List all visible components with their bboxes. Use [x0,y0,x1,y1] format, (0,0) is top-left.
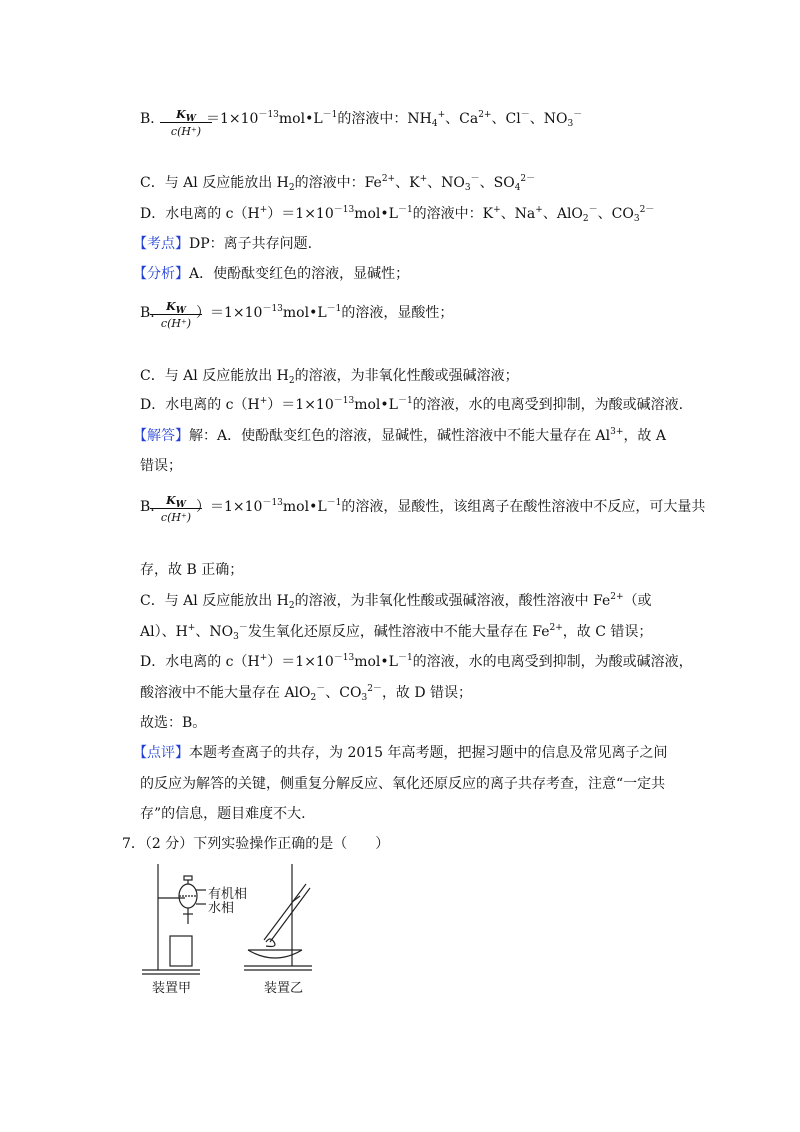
dianping-2: 的反应为解答的关键，侧重复分解反应、氧化还原反应的离子共存考查，注意“一定共 [140,776,666,792]
kw-fraction-3: $\frac{K_W}{c(H^+)}$ [150,494,202,524]
jieda-d2: 酸溶液中不能大量存在 AlO$_2$－、$CO_3^{2-}$，故 D 错误； [140,684,473,703]
option-c: C．与 Al 反应能放出 $H_2$的溶液中：$Fe^{2+}$、K+、$NO_3^-$、$SO_4^{2-}$ [140,174,536,193]
kw-fraction-2: $\frac{K_W}{c(H^+)}$ [150,300,202,330]
fenxi-b: B. [140,305,155,321]
question-7: 7．（2 分）下列实验操作正确的是（ ） [122,836,390,852]
fraction-numerator: $K_W$ [160,108,212,123]
fenxi-d: D．水电离的 $c(H^+)=1\times 10^{-13}mol•L^{-1}$的溶液，水的电离受到抑制，为酸或碱溶液. [140,396,684,413]
fraction-denominator: c(H⁺) [170,125,202,138]
fenxi-c: C．与 Al 反应能放出 $H_2$的溶液，为非氧化性酸或强碱溶液； [140,368,519,386]
label-water-phase: 水相 [208,901,235,916]
jieda-tag: 【解答】 [133,428,189,444]
jieda-c: C．与 Al 反应能放出 $H_2$的溶液，为非氧化性酸或强碱溶液，酸性溶液中 $Fe^{2+}$（或 [140,592,652,611]
kaodian-tag: 【考点】 [133,236,189,252]
caption-apparatus-a: 装置甲 [152,981,192,996]
apparatus-b [244,864,312,970]
jieda-d: D．水电离的 $c(H^+)=1\times 10^{-13}mol•L^{-1}$的溶液，水的电离受到抑制，为酸或碱溶液， [140,653,693,670]
label-organic-phase: 有机相 [208,887,248,902]
dianping-tag: 【点评】 [133,745,189,761]
jieda-b-rest: ）$=1\times 10^{-13}mol•L^{-1}$的溶液，显酸性，该组离子在酸性溶液中不反应，可大量共 [196,498,706,515]
dianping-3: 存”的信息，题目难度不大. [140,806,306,822]
option-b-rest: $=1\times 10^{-13}mol•L^{-1}$的溶液中：$NH_4^+$、$Ca^{2+}$、Cl－、$NO_3^-$ [206,110,583,129]
jieda-a: 【解答】解：A．使酚酞变红色的溶液，显碱性，碱性溶液中不能大量存在 $Al^{3+}$，故 A [133,427,666,444]
guxuan: 故选：B。 [140,715,207,731]
kw-fraction [160,108,212,138]
option-b-letter: B． [140,111,165,127]
jieda-b2: 存，故 B 正确； [140,562,244,578]
option-d: D．水电离的 $c(H^+)=1\times 10^{-13}mol•L^{-1}$的溶液中：K+、Na+、AlO$_2$－、$CO_3^{2-}$ [140,205,655,224]
jieda-b: B. [140,499,155,515]
fenxi-a: 【分析】A．使酚酞变红色的溶液，显碱性； [133,266,410,282]
jieda-a2: 错误； [140,458,182,474]
dianping-1: 【点评】本题考查离子的共存，为 2015 年高考题，把握习题中的信息及常见离子之间 [133,745,668,761]
jieda-c2: Al）、H+、$NO_3^-$发生氧化还原反应，碱性溶液中不能大量存在 $Fe^{2+}$，故 C 错误； [140,623,653,642]
fenxi-b-rest: ）$=1\times 10^{-13}mol•L^{-1}$的溶液，显酸性； [196,304,454,321]
kaodian: 【考点】DP：离子共存问题. [133,236,313,252]
caption-apparatus-b: 装置乙 [264,981,304,996]
fenxi-tag: 【分析】 [133,266,189,282]
apparatus-a [142,864,206,974]
apparatus-figure [140,862,340,992]
